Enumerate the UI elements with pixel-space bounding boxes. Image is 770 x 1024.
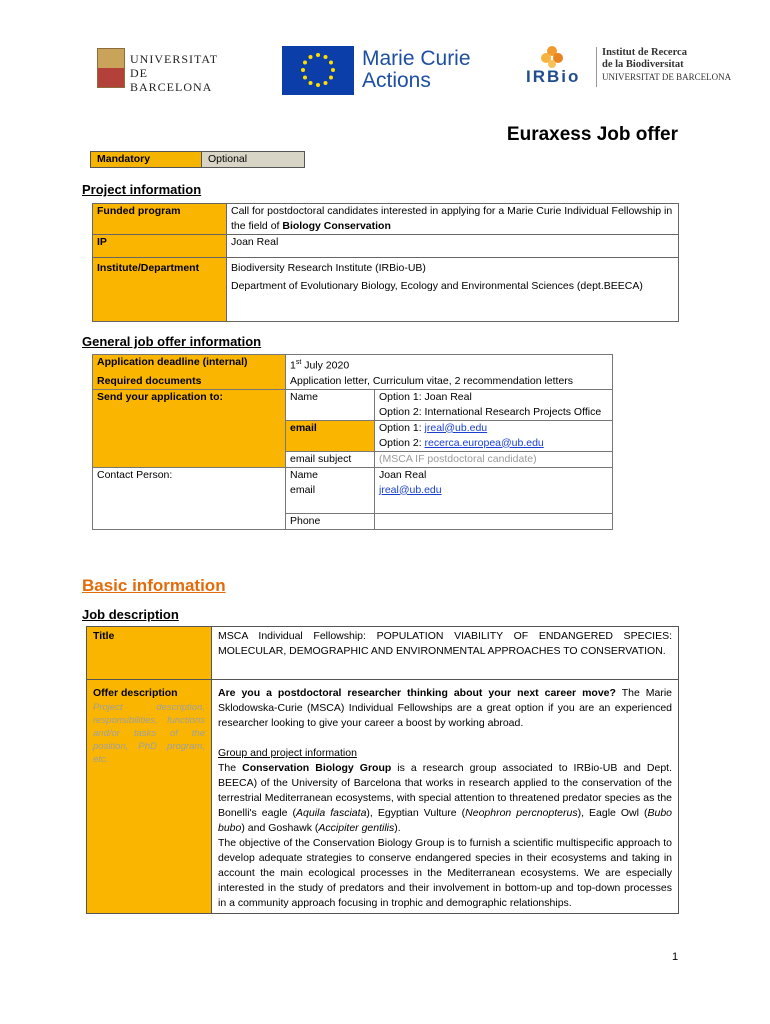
page-number: 1	[672, 951, 679, 963]
required-docs-value: Application letter, Curriculum vitae, 2 recommendation letters	[286, 374, 613, 390]
institute-value: Biodiversity Research Institute (IRBio-UB) Department of Evolutionary Biology, Ecology and Environmental Sciences (dept.BEECA)	[227, 258, 679, 322]
irbio-logo	[526, 45, 736, 95]
ip-label: IP	[93, 235, 227, 258]
flower-icon	[540, 45, 564, 69]
phone-value	[375, 513, 613, 529]
legend	[90, 151, 305, 168]
email-subject-value: (MSCA IF postdoctoral candidate)	[375, 451, 613, 467]
university-of-barcelona-logo	[97, 48, 218, 94]
contact-person-label: Contact Person:	[93, 467, 286, 529]
offer-description-value: Are you a postdoctoral researcher thinking about your next career move? The Marie Sklodowska-Curie (MSCA) Individual Fellowships are a great option if you are an experienced researcher looking to give your career a boost by working abroad. Group and project information The Conservation Biology Group is a research group associated to IRBio-UB and Dept. BEECA) of the University of Barcelona that works in research applied to the conservation of the terrestrial Mediterranean ecosystems, with special attention to threatened predator species as the Bonelli's eagle (Aquila fasciata), Egyptian Vulture (Neophron percnopterus), Eagle Owl (Bubo bubo) and Goshawk (Accipiter gentilis). The objective of the Conservation Biology Group is to furnish a scientific multispecific approach to develop adequate strategies to conserve endangered species in their ecosystems and taking in account the main ecological processes in the Mediterranean ecosystems. We are especially interested in the study of predators and their involvement in bottom-up and top-down processes in a community approach focusing in trophic and demographic relationships.	[212, 680, 679, 914]
offer-description-hint: Project description, responsibilities, functions and/or tasks of the position, PhD program, etc.	[93, 702, 205, 765]
email-link-jreal[interactable]: jreal@ub.edu	[424, 421, 488, 434]
ub-logo-line1: UNIVERSITAT DE	[130, 52, 218, 80]
funded-program-value: Call for postdoctoral candidates interested in applying for a Marie Curie Individual Fellowship in the field of Biology Conservation	[227, 204, 679, 235]
irbio-line1: Institut de Recerca	[602, 47, 687, 58]
legend-optional: Optional	[202, 152, 305, 168]
institute-label: Institute/Department	[93, 258, 227, 322]
email-label: email	[286, 420, 375, 451]
group-heading: Group and project information	[218, 747, 357, 759]
crest-icon	[97, 48, 125, 88]
required-docs-label: Required documents	[93, 374, 286, 390]
job-description-table	[86, 626, 679, 914]
marie-curie-actions-logo	[282, 46, 502, 96]
objective-paragraph: The objective of the Conservation Biology Group is to furnish a scientific multispecific approach to develop adequate strategies to conserve endangered species in their ecosystems and taking in account the main ecological processes in the Mediterranean ecosystems. We are especially interested in the study of predators and their involvement in bottom-up and top-down processes in a community approach focusing in trophic and demographic relationships.	[218, 837, 672, 909]
send-application-label: Send your application to:	[93, 389, 286, 467]
funded-program-label: Funded program	[93, 204, 227, 235]
title-value: MSCA Individual Fellowship: POPULATION VIABILITY OF ENDANGERED SPECIES: MOLECULAR, DEMOGRAPHIC AND ENVIRONMENTAL APPROACHES TO CONSERVATION.	[212, 627, 679, 680]
eu-flag-icon	[282, 46, 354, 95]
logo-divider	[596, 47, 597, 87]
phone-label: Phone	[286, 513, 375, 529]
legend-mandatory: Mandatory	[91, 152, 202, 168]
basic-info-heading: Basic information	[82, 576, 226, 595]
contact-email-link[interactable]: jreal@ub.edu	[379, 483, 442, 496]
title-label: Title	[87, 627, 212, 680]
eu-logo-line1: Marie Curie	[362, 47, 471, 70]
irbio-name: IRBio	[526, 67, 581, 86]
contact-name-label: Name	[286, 467, 375, 483]
job-description-heading: Job description	[82, 607, 179, 622]
name-options: Option 1: Joan Real Option 2: International Research Projects Office	[375, 389, 613, 420]
name-label: Name	[286, 389, 375, 420]
offer-description-label: Offer description	[93, 687, 178, 699]
page-title: Euraxess Job offer	[506, 124, 678, 145]
project-info-heading: Project information	[82, 182, 202, 197]
ip-value: Joan Real	[227, 235, 679, 258]
group-paragraph: The Conservation Biology Group is a research group associated to IRBio-UB and Dept. BEECA) of the University of Barcelona that works in research applied to the conservation of the terrestrial Mediterranean ecosystems, with special attention to threatened predator species as the Bonelli's eagle (Aquila fasciata), Egyptian Vulture (Neophron percnopterus), Eagle Owl (Bubo bubo) and Goshawk (Accipiter gentilis).	[218, 762, 673, 834]
ub-logo-line2: BARCELONA	[130, 80, 213, 94]
contact-email-label: email	[286, 483, 375, 514]
deadline-value: 1st July 2020	[286, 355, 613, 374]
general-info-heading: General job offer information	[82, 334, 262, 349]
deadline-label: Application deadline (internal)	[93, 355, 286, 374]
offer-description-cell	[87, 680, 212, 914]
general-info-table	[92, 354, 613, 530]
eu-logo-line2: Actions	[362, 69, 431, 92]
email-options: Option 1: jreal@ub.edu Option 2: recerca.europea@ub.edu	[375, 420, 613, 451]
irbio-line3: UNIVERSITAT DE BARCELONA	[602, 72, 732, 82]
email-subject-label: email subject	[286, 451, 375, 467]
irbio-line2: de la Biodiversitat	[602, 59, 684, 70]
contact-name-value: Joan Real	[375, 467, 613, 483]
contact-email-value	[375, 483, 613, 514]
email-link-recerca[interactable]: recerca.europea@ub.edu	[424, 436, 544, 449]
project-info-table	[92, 203, 679, 322]
